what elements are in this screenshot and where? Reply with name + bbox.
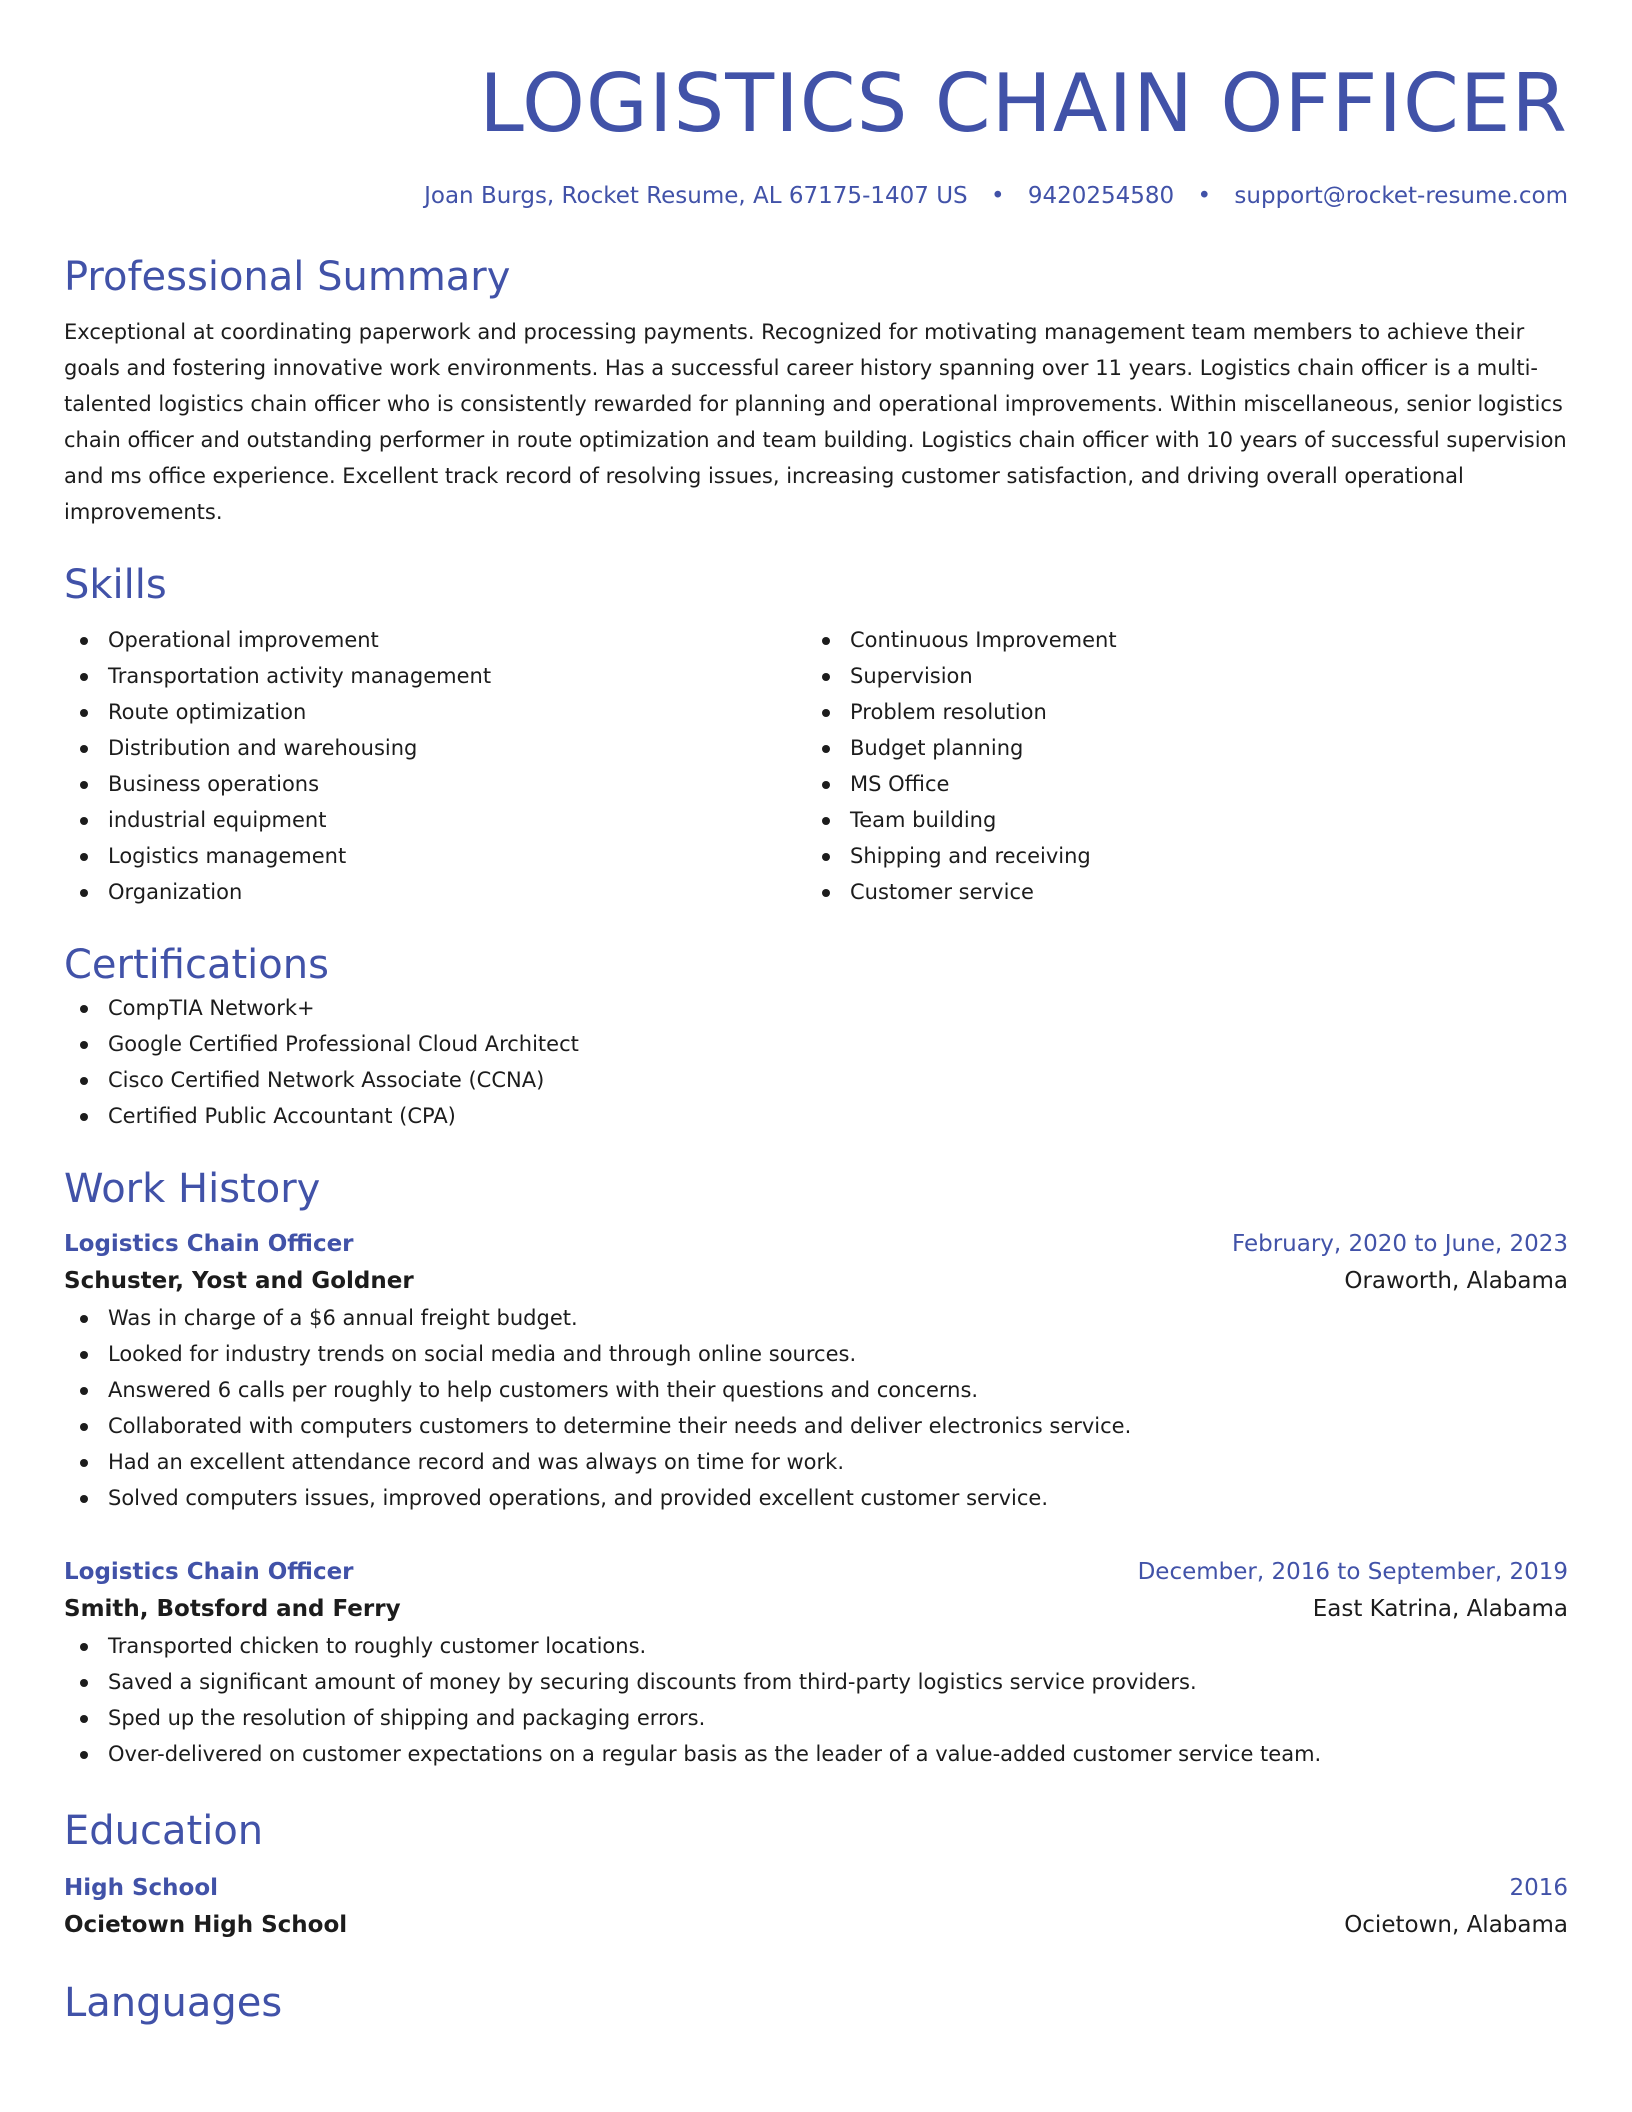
skill-item: Organization (64, 874, 806, 910)
contact-email: support@rocket-resume.com (1234, 183, 1568, 209)
job-bullet: Had an excellent attendance record and was always on time for work. (64, 1444, 1568, 1480)
job-dates: February, 2020 to June, 2023 (1231, 1231, 1568, 1257)
contact-separator: • (1197, 183, 1212, 209)
certification-item: Google Certified Professional Cloud Architect (64, 1026, 1568, 1062)
skill-item: industrial equipment (64, 802, 806, 838)
skill-item: MS Office (806, 766, 1548, 802)
skill-item: Business operations (64, 766, 806, 802)
education-school: Ocietown High School (64, 1912, 348, 1938)
certification-item: CompTIA Network+ (64, 990, 1568, 1026)
certification-item: Certified Public Accountant (CPA) (64, 1098, 1568, 1134)
skills-list-left (64, 622, 806, 910)
skill-item: Logistics management (64, 838, 806, 874)
education-degree-row (64, 1870, 1568, 1906)
skill-item: Team building (806, 802, 1548, 838)
job-bullet: Answered 6 calls per roughly to help customers with their questions and concerns. (64, 1372, 1568, 1408)
contact-line (64, 180, 1568, 212)
job-company: Schuster, Yost and Goldner (64, 1268, 414, 1294)
job-company-row (64, 1262, 1568, 1300)
contact-address: Joan Burgs, Rocket Resume, AL 67175-1407 US (424, 183, 968, 209)
job-bullets (64, 1300, 1568, 1516)
skill-item: Continuous Improvement (806, 622, 1548, 658)
job-entry (64, 1226, 1568, 1516)
contact-separator: • (990, 183, 1005, 209)
resume-name: LOGISTICS CHAIN OFFICER (479, 57, 1568, 150)
languages-heading: Languages (64, 1980, 283, 2026)
contact-phone: 9420254580 (1027, 183, 1175, 209)
skill-item: Supervision (806, 658, 1548, 694)
job-entry (64, 1554, 1568, 1772)
education-school-row (64, 1906, 1568, 1944)
summary-heading: Professional Summary (64, 254, 511, 300)
job-bullet: Transported chicken to roughly customer locations. (64, 1628, 1568, 1664)
skills-heading: Skills (64, 562, 167, 608)
job-bullet: Saved a significant amount of money by securing discounts from third-party logistics service providers. (64, 1664, 1568, 1700)
education-heading: Education (64, 1808, 264, 1854)
job-bullet: Solved computers issues, improved operations, and provided excellent customer service. (64, 1480, 1568, 1516)
education-degree: High School (64, 1875, 219, 1901)
education-entry (64, 1870, 1568, 1944)
job-company-row (64, 1590, 1568, 1628)
job-title-row (64, 1226, 1568, 1262)
job-dates: December, 2016 to September, 2019 (1137, 1559, 1568, 1585)
skill-item: Customer service (806, 874, 1548, 910)
job-location: Oraworth, Alabama (1344, 1268, 1568, 1294)
skills-column-left (64, 622, 806, 910)
job-bullets (64, 1628, 1568, 1772)
summary-text: Exceptional at coordinating paperwork and processing payments. Recognized for motivating management team members to achieve their goals and fostering innovative work environments. Has a successful career history spanning over 11 years. Logistics chain officer is a multi-talented logistics chain officer who is consistently rewarded for planning and operational improvements. Within miscellaneous, senior logistics chain officer and outstanding performer in route optimization and team building. Logistics chain officer with 10 years of successful supervision and ms office experience. Excellent track record of resolving issues, increasing customer satisfaction, and driving overall operational improvements. (64, 320, 1567, 524)
skill-item: Budget planning (806, 730, 1548, 766)
skills-column-right (806, 622, 1548, 910)
skill-item: Problem resolution (806, 694, 1548, 730)
education-year: 2016 (1509, 1875, 1568, 1901)
job-title: Logistics Chain Officer (64, 1231, 354, 1257)
work-history-heading: Work History (64, 1166, 321, 1212)
education-location: Ocietown, Alabama (1344, 1912, 1568, 1938)
job-bullet: Sped up the resolution of shipping and packaging errors. (64, 1700, 1568, 1736)
skill-item: Transportation activity management (64, 658, 806, 694)
job-title: Logistics Chain Officer (64, 1559, 354, 1585)
job-bullet: Over-delivered on customer expectations on a regular basis as the leader of a value-added customer service team. (64, 1736, 1568, 1772)
certifications-list (64, 990, 1568, 1134)
job-bullet: Collaborated with computers customers to determine their needs and deliver electronics service. (64, 1408, 1568, 1444)
certifications-heading: Certifications (64, 942, 329, 988)
skill-item: Operational improvement (64, 622, 806, 658)
skills-grid (64, 622, 1568, 910)
job-company: Smith, Botsford and Ferry (64, 1596, 401, 1622)
certification-item: Cisco Certified Network Associate (CCNA) (64, 1062, 1568, 1098)
resume-header (64, 0, 1568, 212)
job-bullet: Was in charge of a $6 annual freight budget. (64, 1300, 1568, 1336)
skills-list-right (806, 622, 1548, 910)
job-location: East Katrina, Alabama (1312, 1596, 1568, 1622)
job-title-row (64, 1554, 1568, 1590)
job-bullet: Looked for industry trends on social media and through online sources. (64, 1336, 1568, 1372)
skill-item: Route optimization (64, 694, 806, 730)
skill-item: Distribution and warehousing (64, 730, 806, 766)
skill-item: Shipping and receiving (806, 838, 1548, 874)
